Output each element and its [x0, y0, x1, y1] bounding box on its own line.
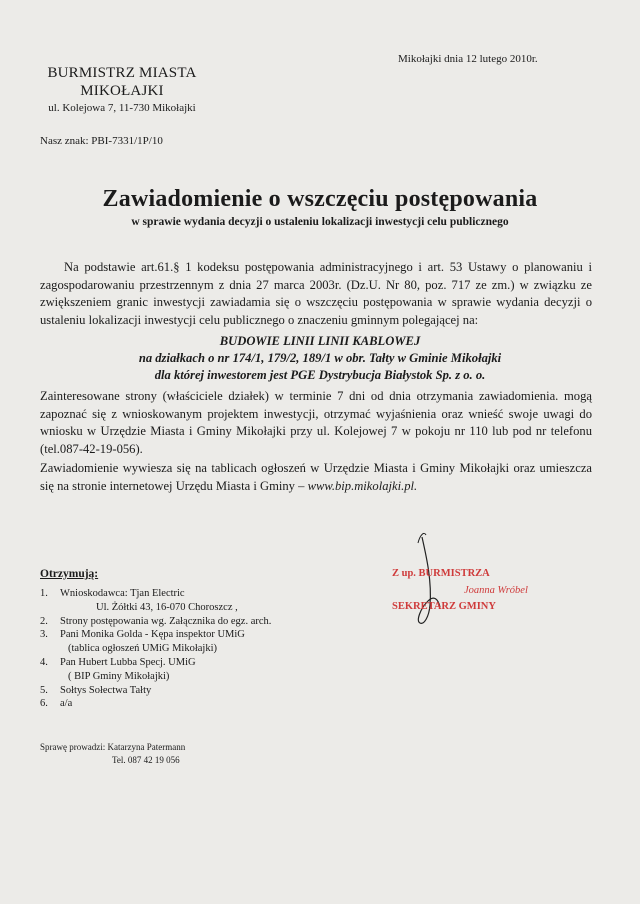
- issuing-office: [40, 64, 204, 116]
- recipient-number: 1.: [40, 588, 48, 599]
- investment-line-3: dla której inwestorem jest PGE Dystrybucja Białystok Sp. z o. o.: [154, 368, 486, 382]
- stamp-line-3: SEKRETARZ GMINY: [392, 601, 496, 612]
- office-address: ul. Kolejowa 7, 11-730 Mikołajki: [48, 102, 196, 114]
- publication-text: Zawiadomienie wywiesza się na tablicach ogłoszeń w Urzędzie Miasta i Gminy Mikołajki oraz umieszcza się na stronie internetowej Urzędu Miasta i Gminy –: [40, 461, 592, 493]
- investment-description: [0, 333, 640, 384]
- document-subtitle: w sprawie wydania decyzji o ustaleniu lokalizacji inwestycji celu publicznego: [131, 216, 509, 228]
- recipient-number: 2.: [40, 615, 48, 627]
- office-line-1: BURMISTRZ MIASTA: [47, 65, 197, 81]
- recipient-text: Sołtys Sołectwa Tałty: [60, 684, 152, 696]
- recipient-item: [40, 587, 271, 615]
- recipient-item: [40, 628, 271, 656]
- stamp-signatory: Joanna Wróbel: [464, 585, 528, 596]
- website-address: www.bip.mikolajki.pl.: [307, 478, 418, 493]
- document-date: Mikołajki dnia 12 lutego 2010r.: [398, 53, 538, 65]
- recipient-text: Strony postępowania wg. Załącznika do egz. arch.: [60, 615, 272, 627]
- recipient-number: 5.: [40, 684, 48, 696]
- case-handler: [40, 741, 185, 766]
- case-handler-phone: Tel. 087 42 19 056: [112, 754, 180, 765]
- document-title: Zawiadomienie o wszczęciu postępowania: [102, 186, 538, 212]
- paragraph-legal-basis: Na podstawie art.61.§ 1 kodeksu postępowania administracyjnego i art. 53 Ustawy o planowaniu i zagospodarowaniu przestrzennym z dnia 27 marca 2003r. (Dz.U. Nr 80, poz. 717 ze zm.) w związku ze zwiększeniem granic inwestycji zawiadamia się o wszczęciu postępowania w sprawie wydania decyzji o ustaleniu lokalizacji inwestycji celu publicznego o znaczeniu gminnym polegającej na:: [40, 260, 592, 327]
- investment-line-2: na działkach o nr 174/1, 179/2, 189/1 w obr. Tałty w Gminie Mikołajki: [138, 351, 502, 365]
- recipient-item: [40, 656, 271, 684]
- investment-line-1: BUDOWIE LINII LINII KABLOWEJ: [219, 334, 421, 348]
- recipient-item: [40, 697, 271, 711]
- recipient-text: Wnioskodawca: Tjan Electric: [60, 588, 185, 599]
- recipient-text: Pani Monika Golda - Kępa inspektor UMiG: [60, 629, 245, 641]
- recipient-item: [40, 684, 271, 698]
- recipient-subtext: (tablica ogłoszeń UMiG Mikołajki): [68, 643, 218, 655]
- recipient-number: 4.: [40, 656, 48, 668]
- reference-number: Nasz znak: PBI-7331/1P/10: [40, 135, 163, 147]
- stamp-line-1: Z up. BURMISTRZA: [392, 568, 490, 579]
- recipient-item: [40, 615, 271, 629]
- paragraph-parties: Zainteresowane strony (właściciele działek) w terminie 7 dni od dnia otrzymania zawiadomienia. mogą zapoznać się z wnioskowanym projektem inwestycji, otrzymać wyjaśnienia oraz wnieść swoje uwagi do wniosku w Urzędzie Miasta i Gminy Mikołajki przy ul. Kolejowej 7 w pokoju nr 110 lub pod nr telefonu (tel.087-42-19-056).: [40, 389, 592, 456]
- recipient-text: Pan Hubert Lubba Specj. UMiG: [60, 656, 196, 668]
- recipient-number: 3.: [40, 629, 48, 641]
- case-handler-name: Sprawę prowadzi: Katarzyna Patermann: [40, 742, 186, 752]
- recipients-list: [40, 587, 271, 711]
- recipient-subtext: ( BIP Gminy Mikołajki): [68, 670, 170, 682]
- recipient-text: a/a: [60, 698, 73, 710]
- recipient-number: 6.: [40, 698, 48, 710]
- office-line-2: MIKOŁAJKI: [80, 83, 164, 99]
- paragraph-publication: [40, 460, 592, 495]
- recipient-subtext: Ul. Żółtki 43, 16-070 Choroszcz ,: [96, 601, 238, 613]
- recipients-heading: Otrzymują:: [40, 568, 99, 580]
